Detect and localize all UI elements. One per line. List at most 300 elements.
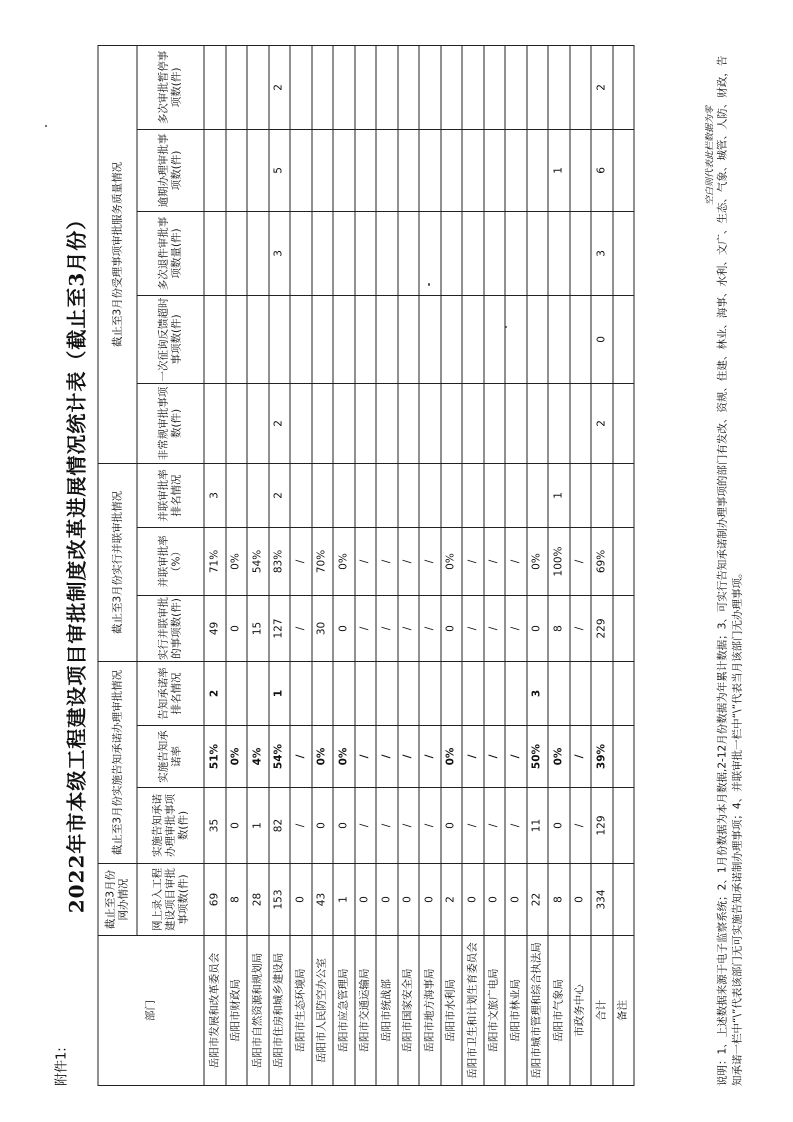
- cell-c4: [419, 661, 441, 725]
- cell-c3: /: [462, 726, 484, 788]
- cell-c1: 0: [505, 864, 527, 936]
- cell-c1: 153: [268, 864, 290, 936]
- cell-c12: [526, 45, 548, 129]
- dept-cell: 岳阳市国家安全局: [397, 936, 419, 1086]
- cell-c1: 0: [462, 864, 484, 936]
- cell-c4: 3: [526, 661, 548, 725]
- cell-c1: 0: [290, 864, 312, 936]
- cell-c5: [612, 595, 634, 661]
- cell-c5: /: [354, 595, 376, 661]
- table-row: [591, 45, 613, 1085]
- cell-c11: 1: [548, 129, 570, 211]
- cell-c8: [569, 383, 591, 463]
- cell-c6: /: [483, 527, 505, 595]
- cell-c3: /: [397, 726, 419, 788]
- cell-c10: [462, 211, 484, 295]
- cell-c12: 2: [268, 45, 290, 129]
- cell-c3: 54%: [268, 726, 290, 788]
- cell-c9: [397, 295, 419, 383]
- cell-c2: 11: [526, 788, 548, 864]
- cell-c11: 5: [268, 129, 290, 211]
- cell-c10: [397, 211, 419, 295]
- table-row: [268, 45, 290, 1085]
- cell-c10: [204, 211, 226, 295]
- cell-c2: 0: [333, 788, 355, 864]
- cell-c12: [462, 45, 484, 129]
- cell-c3: /: [290, 726, 312, 788]
- cell-c7: [290, 463, 312, 527]
- cell-c1: [612, 864, 634, 936]
- dept-cell: 合计: [591, 936, 613, 1086]
- cell-c5: 0: [440, 595, 462, 661]
- cell-c3: 0%: [548, 726, 570, 788]
- cell-c11: 6: [591, 129, 613, 211]
- cell-c8: [548, 383, 570, 463]
- cell-c3: 0%: [225, 726, 247, 788]
- cell-c11: [333, 129, 355, 211]
- cell-c4: [290, 661, 312, 725]
- cell-c1: 0: [483, 864, 505, 936]
- cell-c7: [225, 463, 247, 527]
- cell-c4: [440, 661, 462, 725]
- dept-cell: 岳阳市应急管理局: [333, 936, 355, 1086]
- cell-c3: /: [419, 726, 441, 788]
- cell-c5: 30: [311, 595, 333, 661]
- cell-c10: [612, 211, 634, 295]
- cell-c1: 0: [397, 864, 419, 936]
- header-c7: 并联审批率排名情况: [137, 463, 204, 527]
- cell-c1: 0: [419, 864, 441, 936]
- cell-c11: [376, 129, 398, 211]
- header-c1: 网上录入工程建设项目审批事项数(件): [137, 864, 204, 936]
- cell-c6: /: [462, 527, 484, 595]
- cell-c5: /: [376, 595, 398, 661]
- cell-c7: [612, 463, 634, 527]
- header-group-notify: 截止至3月份实施告知承诺办理审批情况: [98, 661, 137, 863]
- cell-c2: 129: [591, 788, 613, 864]
- cell-c7: [376, 463, 398, 527]
- cell-c11: [290, 129, 312, 211]
- cell-c11: [204, 129, 226, 211]
- cell-c5: 127: [268, 595, 290, 661]
- table-row: [290, 45, 312, 1085]
- header-c9: 一次征询反馈超时事项数(件): [137, 295, 204, 383]
- cell-c6: 70%: [311, 527, 333, 595]
- cell-c10: [290, 211, 312, 295]
- cell-c3: /: [483, 726, 505, 788]
- cell-c4: [505, 661, 527, 725]
- cell-c9: [354, 295, 376, 383]
- header-dept: 部门: [98, 936, 204, 1086]
- cell-c2: 0: [548, 788, 570, 864]
- table-row: [204, 45, 226, 1085]
- cell-c9: [526, 295, 548, 383]
- cell-c3: 50%: [526, 726, 548, 788]
- cell-c3: /: [505, 726, 527, 788]
- cell-c9: [204, 295, 226, 383]
- cell-c4: [462, 661, 484, 725]
- cell-c7: [354, 463, 376, 527]
- table-row: [333, 45, 355, 1085]
- table-row: [354, 45, 376, 1085]
- cell-c11: [505, 129, 527, 211]
- cell-c2: /: [419, 788, 441, 864]
- cell-c8: [333, 383, 355, 463]
- cell-c12: [548, 45, 570, 129]
- handwritten-remark: 空白则代表此栏数据为零: [705, 106, 715, 206]
- cell-c3: 0%: [311, 726, 333, 788]
- cell-c4: [569, 661, 591, 725]
- cell-c12: [397, 45, 419, 129]
- cell-c3: 0%: [333, 726, 355, 788]
- cell-c5: 0: [333, 595, 355, 661]
- cell-c8: [247, 383, 269, 463]
- cell-c9: [311, 295, 333, 383]
- cell-c3: /: [354, 726, 376, 788]
- header-c8: 非常规审批事项数(件): [137, 383, 204, 463]
- cell-c11: [569, 129, 591, 211]
- cell-c2: 0: [440, 788, 462, 864]
- cell-c6: /: [354, 527, 376, 595]
- cell-c2: 0: [225, 788, 247, 864]
- cell-c1: 8: [225, 864, 247, 936]
- dept-cell: 岳阳市水利局: [440, 936, 462, 1086]
- cell-c7: [440, 463, 462, 527]
- cell-c8: [505, 383, 527, 463]
- cell-c1: 0: [354, 864, 376, 936]
- cell-c12: [290, 45, 312, 129]
- cell-c3: /: [569, 726, 591, 788]
- cell-c6: 0%: [225, 527, 247, 595]
- cell-c4: [225, 661, 247, 725]
- header-c5: 实行并联审批的事项数(件): [137, 595, 204, 661]
- cell-c9: 0: [591, 295, 613, 383]
- cell-c6: 100%: [548, 527, 570, 595]
- cell-c5: /: [483, 595, 505, 661]
- cell-c8: 2: [591, 383, 613, 463]
- table-row: [462, 45, 484, 1085]
- table-row: [376, 45, 398, 1085]
- cell-c3: /: [376, 726, 398, 788]
- cell-c5: /: [397, 595, 419, 661]
- cell-c1: 8: [548, 864, 570, 936]
- cell-c6: /: [505, 527, 527, 595]
- cell-c10: [311, 211, 333, 295]
- header-group-service: 截止至3月份受理事项审批服务质量情况: [98, 45, 137, 463]
- document-title: 2022年市本级工程建设项目审批制度改革进展情况统计表（截止至3月份）: [64, 208, 88, 914]
- cell-c9: [333, 295, 355, 383]
- table-row: [569, 45, 591, 1085]
- cell-c8: [354, 383, 376, 463]
- dept-cell: 岳阳市发展和改革委员会: [204, 936, 226, 1086]
- cell-c7: 3: [204, 463, 226, 527]
- cell-c10: [376, 211, 398, 295]
- cell-c4: 2: [204, 661, 226, 725]
- cell-c8: 2: [268, 383, 290, 463]
- dept-cell: 岳阳市生态环境局: [290, 936, 312, 1086]
- cell-c10: [419, 211, 441, 295]
- dept-cell: 岳阳市财政局: [225, 936, 247, 1086]
- cell-c5: /: [290, 595, 312, 661]
- cell-c3: [612, 726, 634, 788]
- cell-c1: 0: [376, 864, 398, 936]
- dept-cell: 市政务中心: [569, 936, 591, 1086]
- cell-c8: [225, 383, 247, 463]
- cell-c6: /: [419, 527, 441, 595]
- cell-c7: [397, 463, 419, 527]
- cell-c6: 0%: [440, 527, 462, 595]
- dept-cell: 岳阳市地方海事局: [419, 936, 441, 1086]
- cell-c3: 4%: [247, 726, 269, 788]
- cell-c8: [526, 383, 548, 463]
- cell-c5: 15: [247, 595, 269, 661]
- cell-c1: 334: [591, 864, 613, 936]
- statistics-table: [97, 45, 634, 1086]
- cell-c9: [505, 295, 527, 383]
- cell-c11: [225, 129, 247, 211]
- cell-c11: [311, 129, 333, 211]
- cell-c12: [612, 45, 634, 129]
- dept-cell: 岳阳市气象局: [548, 936, 570, 1086]
- cell-c8: [483, 383, 505, 463]
- cell-c4: [376, 661, 398, 725]
- cell-c10: [483, 211, 505, 295]
- cell-c6: [612, 527, 634, 595]
- cell-c12: 2: [591, 45, 613, 129]
- cell-c8: [290, 383, 312, 463]
- cell-c8: [204, 383, 226, 463]
- header-c4: 告知承诺率排名情况: [137, 661, 204, 725]
- cell-c6: 54%: [247, 527, 269, 595]
- cell-c11: [526, 129, 548, 211]
- dept-cell: 岳阳市统战部: [376, 936, 398, 1086]
- cell-c12: [419, 45, 441, 129]
- cell-c7: 1: [548, 463, 570, 527]
- cell-c2: /: [290, 788, 312, 864]
- dept-cell: 岳阳市林业局: [505, 936, 527, 1086]
- cell-c9: [440, 295, 462, 383]
- table-row: [612, 45, 634, 1085]
- cell-c11: [462, 129, 484, 211]
- cell-c6: /: [290, 527, 312, 595]
- cell-c3: 39%: [591, 726, 613, 788]
- cell-c9: [225, 295, 247, 383]
- cell-c7: 2: [268, 463, 290, 527]
- dept-cell: 岳阳市人民防空办公室: [311, 936, 333, 1086]
- dept-cell: 岳阳市文旅广电局: [483, 936, 505, 1086]
- dept-cell: 岳阳市住房和城乡建设局: [268, 936, 290, 1086]
- dept-cell: 岳阳市卫生和计划生育委员会: [462, 936, 484, 1086]
- cell-c12: [483, 45, 505, 129]
- cell-c12: [440, 45, 462, 129]
- cell-c2: 35: [204, 788, 226, 864]
- table-row: [483, 45, 505, 1085]
- cell-c9: [419, 295, 441, 383]
- cell-c9: [569, 295, 591, 383]
- cell-c7: [462, 463, 484, 527]
- header-c2: 实施告知承诺办理审批事项数(件): [137, 788, 204, 864]
- cell-c10: [569, 211, 591, 295]
- cell-c1: 43: [311, 864, 333, 936]
- dept-cell: 岳阳市自然资源和规划局: [247, 936, 269, 1086]
- cell-c9: [483, 295, 505, 383]
- cell-c10: [225, 211, 247, 295]
- table-row: [311, 45, 333, 1085]
- header-group-online: 截止至3月份网办情况: [98, 864, 137, 936]
- cell-c4: [333, 661, 355, 725]
- dept-cell: 岳阳市交通运输局: [354, 936, 376, 1086]
- cell-c10: [333, 211, 355, 295]
- cell-c6: 0%: [333, 527, 355, 595]
- cell-c2: /: [483, 788, 505, 864]
- cell-c9: [247, 295, 269, 383]
- cell-c5: 229: [591, 595, 613, 661]
- cell-c11: [612, 129, 634, 211]
- cell-c8: [612, 383, 634, 463]
- cell-c5: 49: [204, 595, 226, 661]
- cell-c2: [612, 788, 634, 864]
- cell-c6: /: [569, 527, 591, 595]
- cell-c12: [333, 45, 355, 129]
- cell-c4: [247, 661, 269, 725]
- cell-c10: [505, 211, 527, 295]
- header-c6: 并联审批率（%）: [137, 527, 204, 595]
- cell-c12: [354, 45, 376, 129]
- cell-c6: 69%: [591, 527, 613, 595]
- cell-c5: /: [569, 595, 591, 661]
- cell-c9: [612, 295, 634, 383]
- cell-c8: [376, 383, 398, 463]
- header-group-parallel: 截止至3月份实行并联审批情况: [98, 463, 137, 661]
- cell-c3: 51%: [204, 726, 226, 788]
- notes-block: [703, 46, 745, 1086]
- cell-c1: 69: [204, 864, 226, 936]
- cell-c8: [311, 383, 333, 463]
- header-c12: 多次审批暂停事项数(件): [137, 45, 204, 129]
- cell-c7: [311, 463, 333, 527]
- cell-c5: 0: [526, 595, 548, 661]
- cell-c11: [247, 129, 269, 211]
- cell-c6: 83%: [268, 527, 290, 595]
- cell-c10: [247, 211, 269, 295]
- cell-c4: [548, 661, 570, 725]
- cell-c11: [354, 129, 376, 211]
- cell-c5: /: [462, 595, 484, 661]
- cell-c9: [290, 295, 312, 383]
- cell-c6: /: [376, 527, 398, 595]
- cell-c1: 22: [526, 864, 548, 936]
- cell-c4: 1: [268, 661, 290, 725]
- cell-c10: [440, 211, 462, 295]
- cell-c2: /: [462, 788, 484, 864]
- cell-c5: /: [419, 595, 441, 661]
- cell-c9: [548, 295, 570, 383]
- cell-c12: [225, 45, 247, 129]
- cell-c9: [462, 295, 484, 383]
- cell-c7: [591, 463, 613, 527]
- cell-c2: 0: [311, 788, 333, 864]
- cell-c10: [548, 211, 570, 295]
- cell-c12: [204, 45, 226, 129]
- cell-c1: 0: [569, 864, 591, 936]
- cell-c12: [376, 45, 398, 129]
- cell-c4: [311, 661, 333, 725]
- cell-c1: 1: [333, 864, 355, 936]
- cell-c10: 3: [591, 211, 613, 295]
- cell-c4: [483, 661, 505, 725]
- cell-c7: [247, 463, 269, 527]
- cell-c2: 82: [268, 788, 290, 864]
- cell-c2: /: [376, 788, 398, 864]
- cell-c2: /: [397, 788, 419, 864]
- table-row: [505, 45, 527, 1085]
- cell-c12: [505, 45, 527, 129]
- cell-c5: /: [505, 595, 527, 661]
- cell-c8: [462, 383, 484, 463]
- cell-c4: [354, 661, 376, 725]
- cell-c8: [397, 383, 419, 463]
- cell-c6: 71%: [204, 527, 226, 595]
- table-row: [419, 45, 441, 1085]
- table-row: [548, 45, 570, 1085]
- cell-c2: /: [354, 788, 376, 864]
- cell-c5: 8: [548, 595, 570, 661]
- cell-c2: /: [569, 788, 591, 864]
- cell-c9: [376, 295, 398, 383]
- cell-c11: [440, 129, 462, 211]
- cell-c7: [569, 463, 591, 527]
- cell-c12: [247, 45, 269, 129]
- cell-c8: [419, 383, 441, 463]
- cell-c2: 1: [247, 788, 269, 864]
- table-row: [526, 45, 548, 1085]
- cell-c4: [591, 661, 613, 725]
- header-c10: 多次退件审批事项数量(件): [137, 211, 204, 295]
- cell-c7: [483, 463, 505, 527]
- cell-c7: [505, 463, 527, 527]
- cell-c7: [333, 463, 355, 527]
- table-row: [397, 45, 419, 1085]
- cell-c12: [311, 45, 333, 129]
- cell-c4: [612, 661, 634, 725]
- cell-c7: [526, 463, 548, 527]
- attachment-label: 附件1:: [54, 1047, 69, 1086]
- dept-cell: 岳阳市城市管理和综合执法局: [526, 936, 548, 1086]
- cell-c8: [440, 383, 462, 463]
- table-row: [440, 45, 462, 1085]
- cell-c11: [419, 129, 441, 211]
- cell-c6: 0%: [526, 527, 548, 595]
- dept-cell: 备注: [612, 936, 634, 1086]
- cell-c1: 2: [440, 864, 462, 936]
- cell-c6: /: [397, 527, 419, 595]
- table-row: [225, 45, 247, 1085]
- cell-c11: [397, 129, 419, 211]
- cell-c5: 0: [225, 595, 247, 661]
- cell-c2: /: [505, 788, 527, 864]
- notes-text: 说明：1、上述数据来源于电子监察系统；2、1月份数据为本月数据,2-12月份数据为年累计数据；3、可实行告知承诺制办理事项的部门有发改、资规、住建、林业、海事、水利、文广、生态、气象、城管、人防、财政，告知承诺一栏中“\”代表该部门无可实施告知承诺制办理事项；4、并联审批一栏中“\”代表当月该部门无办理事项。: [716, 55, 743, 1086]
- cell-c12: [569, 45, 591, 129]
- cell-c7: [419, 463, 441, 527]
- cell-c3: 0%: [440, 726, 462, 788]
- cell-c4: [397, 661, 419, 725]
- cell-c11: [483, 129, 505, 211]
- cell-c9: [268, 295, 290, 383]
- cell-c10: [354, 211, 376, 295]
- cell-c10: [526, 211, 548, 295]
- header-c3: 实施告知承诺率: [137, 726, 204, 788]
- cell-c10: 3: [268, 211, 290, 295]
